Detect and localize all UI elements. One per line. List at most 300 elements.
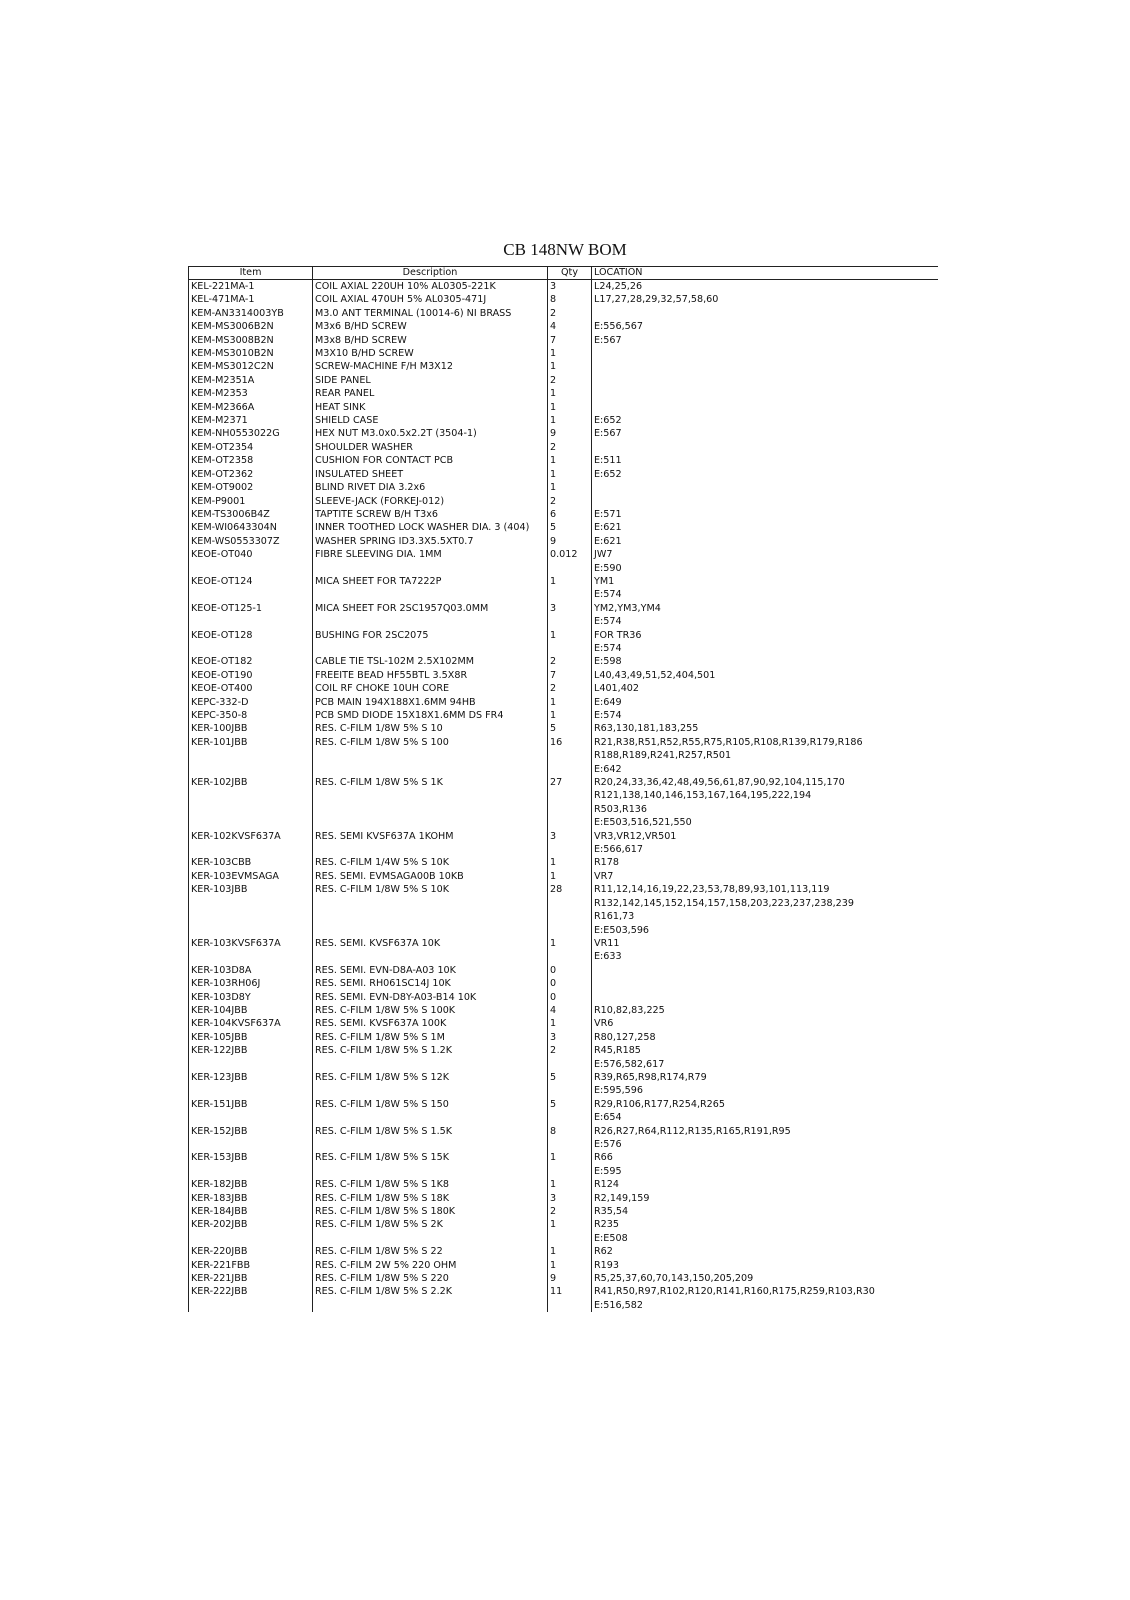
cell-item: KEM-P9001 [189, 495, 313, 508]
location-line: YM2,YM3,YM4 [594, 602, 661, 614]
cell-item: KEM-TS3006B4Z [189, 508, 313, 521]
location-line: R124 [594, 1179, 619, 1191]
table-row [189, 736, 939, 776]
location-line: E:598 [594, 656, 622, 668]
cell-qty: 1 [548, 696, 592, 709]
cell-location [592, 521, 939, 534]
location-line: R11,12,14,16,19,22,23,53,78,89,93,101,113,119 [594, 884, 830, 896]
cell-qty: 3 [548, 280, 592, 294]
cell-description: RES. C-FILM 1/8W 5% S 1K [313, 776, 548, 830]
location-line: R161,73 [594, 911, 635, 923]
table-row [189, 427, 939, 440]
cell-item: KER-103D8Y [189, 991, 313, 1004]
location-line: E:576,582,617 [594, 1058, 665, 1070]
table-row [189, 1125, 939, 1152]
table-row [189, 1031, 939, 1044]
document-title: CB 148NW BOM [503, 240, 627, 259]
table-row [189, 655, 939, 668]
table-row [189, 575, 939, 602]
cell-description: SLEEVE-JACK (FORKEJ-012) [313, 495, 548, 508]
cell-location [592, 441, 939, 454]
cell-description: RES. C-FILM 1/8W 5% S 10K [313, 883, 548, 937]
cell-description: HEAT SINK [313, 401, 548, 414]
location-line: R10,82,83,225 [594, 1004, 665, 1016]
table-row [189, 454, 939, 467]
cell-item: KEM-MS3006B2N [189, 320, 313, 333]
location-line: E:516,582 [594, 1299, 643, 1311]
cell-description: RES. C-FILM 1/8W 5% S 22 [313, 1245, 548, 1258]
cell-location [592, 669, 939, 682]
cell-description: FIBRE SLEEVING DIA. 1MM [313, 548, 548, 575]
location-line: VR7 [594, 870, 614, 882]
cell-item: KER-101JBB [189, 736, 313, 776]
cell-item: KEOE-OT125-1 [189, 602, 313, 629]
location-line: R188,R189,R241,R257,R501 [594, 750, 732, 762]
cell-description: M3x8 B/HD SCREW [313, 334, 548, 347]
location-line: R63,130,181,183,255 [594, 723, 699, 735]
cell-description: TAPTITE SCREW B/H T3x6 [313, 508, 548, 521]
location-line: R45,R185 [594, 1045, 641, 1057]
table-row [189, 1218, 939, 1245]
cell-qty: 1 [548, 575, 592, 602]
cell-description: RES. SEMI KVSF637A 1KOHM [313, 830, 548, 857]
cell-item: KER-184JBB [189, 1205, 313, 1218]
cell-description: RES. SEMI. KVSF637A 10K [313, 937, 548, 964]
cell-qty: 2 [548, 441, 592, 454]
cell-location [592, 1151, 939, 1178]
cell-location [592, 856, 939, 869]
cell-item: KEOE-OT128 [189, 629, 313, 656]
location-line: E:654 [594, 1112, 622, 1124]
cell-qty: 2 [548, 1205, 592, 1218]
cell-item: KER-105JBB [189, 1031, 313, 1044]
table-row [189, 401, 939, 414]
cell-qty: 5 [548, 1098, 592, 1125]
location-line: R121,138,140,146,153,167,164,195,222,194 [594, 790, 812, 802]
cell-location [592, 776, 939, 830]
location-line: E:590 [594, 562, 622, 574]
location-line: E:567 [594, 428, 622, 440]
location-line: E:574 [594, 589, 622, 601]
cell-item: KEM-NH0553022G [189, 427, 313, 440]
cell-qty: 2 [548, 682, 592, 695]
cell-qty: 3 [548, 1031, 592, 1044]
table-row [189, 1259, 939, 1272]
cell-qty: 4 [548, 320, 592, 333]
cell-description: RES. C-FILM 1/8W 5% S 1M [313, 1031, 548, 1044]
cell-description: SIDE PANEL [313, 374, 548, 387]
cell-description: PCB SMD DIODE 15X18X1.6MM DS FR4 [313, 709, 548, 722]
bom-table [188, 266, 938, 1312]
cell-location [592, 280, 939, 294]
cell-location [592, 977, 939, 990]
cell-qty: 0.012 [548, 548, 592, 575]
location-line: E:574 [594, 616, 622, 628]
cell-description: RES. C-FILM 2W 5% 220 OHM [313, 1259, 548, 1272]
cell-qty: 8 [548, 1125, 592, 1152]
location-line: VR3,VR12,VR501 [594, 830, 677, 842]
table-row [189, 387, 939, 400]
cell-qty: 1 [548, 1245, 592, 1258]
cell-item: KER-102JBB [189, 776, 313, 830]
cell-location [592, 1044, 939, 1071]
table-row [189, 320, 939, 333]
location-line: L17,27,28,29,32,57,58,60 [594, 294, 719, 306]
cell-description: CUSHION FOR CONTACT PCB [313, 454, 548, 467]
cell-description: COIL RF CHOKE 10UH CORE [313, 682, 548, 695]
cell-qty: 1 [548, 1151, 592, 1178]
table-row [189, 293, 939, 306]
cell-item: KER-221FBB [189, 1259, 313, 1272]
location-line: R178 [594, 857, 619, 869]
table-row [189, 1178, 939, 1191]
cell-item: KER-102KVSF637A [189, 830, 313, 857]
table-row [189, 602, 939, 629]
table-row [189, 977, 939, 990]
cell-qty: 7 [548, 669, 592, 682]
cell-description: BUSHING FOR 2SC2075 [313, 629, 548, 656]
table-row [189, 709, 939, 722]
location-line: FOR TR36 [594, 629, 642, 641]
location-line: R2,149,159 [594, 1192, 650, 1204]
cell-description: RES. SEMI. RH061SC14J 10K [313, 977, 548, 990]
cell-item: KEM-AN3314003YB [189, 307, 313, 320]
location-line: E:621 [594, 522, 622, 534]
cell-item: KEM-OT2362 [189, 468, 313, 481]
cell-item: KER-100JBB [189, 722, 313, 735]
cell-item: KER-151JBB [189, 1098, 313, 1125]
location-line: R41,R50,R97,R102,R120,R141,R160,R175,R259,R103,R30 [594, 1286, 875, 1298]
cell-description: INSULATED SHEET [313, 468, 548, 481]
cell-qty: 1 [548, 454, 592, 467]
cell-qty: 5 [548, 722, 592, 735]
location-line: R62 [594, 1246, 613, 1258]
cell-location [592, 1245, 939, 1258]
cell-qty: 1 [548, 481, 592, 494]
header-item: Item [189, 267, 313, 280]
location-line: VR11 [594, 937, 620, 949]
cell-item: KER-182JBB [189, 1178, 313, 1191]
table-row [189, 495, 939, 508]
cell-qty: 1 [548, 414, 592, 427]
cell-item: KER-103KVSF637A [189, 937, 313, 964]
location-line: E:642 [594, 763, 622, 775]
table-row [189, 1004, 939, 1017]
table-row [189, 870, 939, 883]
cell-location [592, 320, 939, 333]
cell-location [592, 736, 939, 776]
cell-item: KER-122JBB [189, 1044, 313, 1071]
table-row [189, 521, 939, 534]
table-row [189, 1205, 939, 1218]
cell-qty: 27 [548, 776, 592, 830]
table-row [189, 334, 939, 347]
cell-description: RES. C-FILM 1/8W 5% S 100K [313, 1004, 548, 1017]
cell-qty: 7 [548, 334, 592, 347]
cell-location [592, 387, 939, 400]
cell-item: KEM-M2366A [189, 401, 313, 414]
cell-description: WASHER SPRING ID3.3X5.5XT0.7 [313, 535, 548, 548]
cell-qty: 1 [548, 347, 592, 360]
cell-item: KEM-OT2358 [189, 454, 313, 467]
cell-location [592, 481, 939, 494]
table-row [189, 307, 939, 320]
location-line: R35,54 [594, 1206, 629, 1218]
header-description: Description [313, 267, 548, 280]
table-row [189, 722, 939, 735]
cell-location [592, 535, 939, 548]
cell-item: KEM-M2353 [189, 387, 313, 400]
cell-item: KEM-MS3012C2N [189, 360, 313, 373]
cell-location [592, 1272, 939, 1285]
cell-location [592, 883, 939, 937]
table-row [189, 468, 939, 481]
cell-item: KER-202JBB [189, 1218, 313, 1245]
location-line: E:566,617 [594, 844, 643, 856]
location-line: R80,127,258 [594, 1031, 656, 1043]
cell-qty: 0 [548, 991, 592, 1004]
cell-location [592, 991, 939, 1004]
cell-item: KER-103RH06J [189, 977, 313, 990]
cell-description: RES. C-FILM 1/8W 5% S 1.2K [313, 1044, 548, 1071]
location-line: VR6 [594, 1018, 614, 1030]
cell-item: KER-103EVMSAGA [189, 870, 313, 883]
cell-item: KEPC-350-8 [189, 709, 313, 722]
table-row [189, 964, 939, 977]
table-row [189, 414, 939, 427]
cell-description: RES. C-FILM 1/8W 5% S 180K [313, 1205, 548, 1218]
table-row [189, 669, 939, 682]
location-line: R132,142,145,152,154,157,158,203,223,237,238,239 [594, 897, 854, 909]
cell-qty: 0 [548, 964, 592, 977]
cell-qty: 5 [548, 1071, 592, 1098]
cell-qty: 1 [548, 468, 592, 481]
cell-location [592, 722, 939, 735]
cell-qty: 9 [548, 427, 592, 440]
cell-location [592, 696, 939, 709]
cell-description: RES. SEMI. EVN-D8Y-A03-B14 10K [313, 991, 548, 1004]
cell-item: KEM-M2371 [189, 414, 313, 427]
cell-description: SHIELD CASE [313, 414, 548, 427]
cell-location [592, 655, 939, 668]
cell-item: KEL-221MA-1 [189, 280, 313, 294]
table-row [189, 1192, 939, 1205]
table-row [189, 481, 939, 494]
table-row [189, 1044, 939, 1071]
cell-location [592, 709, 939, 722]
cell-item: KER-183JBB [189, 1192, 313, 1205]
location-line: E:576 [594, 1139, 622, 1150]
cell-location [592, 602, 939, 629]
cell-location [592, 427, 939, 440]
cell-description: SHOULDER WASHER [313, 441, 548, 454]
cell-item: KER-221JBB [189, 1272, 313, 1285]
location-line: E:E503,596 [594, 924, 650, 936]
location-line: YM1 [594, 575, 615, 587]
cell-location [592, 1285, 939, 1312]
cell-description: COIL AXIAL 220UH 10% AL0305-221K [313, 280, 548, 294]
cell-qty: 8 [548, 293, 592, 306]
cell-qty: 3 [548, 830, 592, 857]
location-line: E:E503,516,521,550 [594, 817, 692, 829]
cell-qty: 1 [548, 709, 592, 722]
table-row [189, 991, 939, 1004]
cell-qty: 9 [548, 1272, 592, 1285]
table-row [189, 696, 939, 709]
location-line: E:652 [594, 415, 622, 427]
cell-description: RES. C-FILM 1/8W 5% S 15K [313, 1151, 548, 1178]
table-row [189, 883, 939, 937]
cell-qty: 1 [548, 856, 592, 869]
cell-location [592, 682, 939, 695]
cell-location [592, 870, 939, 883]
cell-location [592, 508, 939, 521]
table-row [189, 1098, 939, 1125]
cell-location [592, 629, 939, 656]
location-line: E:556,567 [594, 321, 643, 333]
cell-description: RES. C-FILM 1/8W 5% S 10 [313, 722, 548, 735]
cell-qty: 9 [548, 535, 592, 548]
location-line: R29,R106,R177,R254,R265 [594, 1098, 725, 1110]
cell-description: RES. C-FILM 1/8W 5% S 2.2K [313, 1285, 548, 1312]
cell-qty: 2 [548, 374, 592, 387]
cell-item: KEOE-OT400 [189, 682, 313, 695]
table-row [189, 682, 939, 695]
location-line: E:511 [594, 455, 622, 467]
location-line: R39,R65,R98,R174,R79 [594, 1071, 707, 1083]
location-line: E:621 [594, 535, 622, 547]
cell-description: COIL AXIAL 470UH 5% AL0305-471J [313, 293, 548, 306]
location-line: R20,24,33,36,42,48,49,56,61,87,90,92,104,115,170 [594, 777, 845, 789]
table-row [189, 548, 939, 575]
table-row [189, 1245, 939, 1258]
cell-item: KER-153JBB [189, 1151, 313, 1178]
cell-description: RES. C-FILM 1/8W 5% S 18K [313, 1192, 548, 1205]
cell-location [592, 374, 939, 387]
location-line: JW7 [594, 549, 613, 561]
cell-description: RES. C-FILM 1/8W 5% S 100 [313, 736, 548, 776]
table-row [189, 776, 939, 830]
cell-location [592, 937, 939, 964]
cell-item: KER-103JBB [189, 883, 313, 937]
cell-qty: 5 [548, 521, 592, 534]
table-row [189, 360, 939, 373]
location-line: E:567 [594, 334, 622, 346]
cell-description: RES. C-FILM 1/8W 5% S 1K8 [313, 1178, 548, 1191]
cell-description: RES. C-FILM 1/8W 5% S 2K [313, 1218, 548, 1245]
cell-description: SCREW-MACHINE F/H M3X12 [313, 360, 548, 373]
table-row [189, 629, 939, 656]
cell-location [592, 1259, 939, 1272]
cell-location [592, 307, 939, 320]
header-location: LOCATION [592, 267, 939, 280]
cell-description: HEX NUT M3.0x0.5x2.2T (3504-1) [313, 427, 548, 440]
location-line: L40,43,49,51,52,404,501 [594, 669, 716, 681]
cell-location [592, 1031, 939, 1044]
cell-qty: 1 [548, 629, 592, 656]
cell-description: RES. SEMI. EVN-D8A-A03 10K [313, 964, 548, 977]
cell-item: KER-152JBB [189, 1125, 313, 1152]
cell-description: RES. C-FILM 1/8W 5% S 220 [313, 1272, 548, 1285]
cell-qty: 1 [548, 1218, 592, 1245]
cell-item: KEM-OT9002 [189, 481, 313, 494]
cell-description: RES. SEMI. EVMSAGA00B 10KB [313, 870, 548, 883]
cell-description: M3X10 B/HD SCREW [313, 347, 548, 360]
cell-qty: 3 [548, 1192, 592, 1205]
location-line: E:649 [594, 696, 622, 708]
cell-description: RES. C-FILM 1/8W 5% S 150 [313, 1098, 548, 1125]
cell-qty: 1 [548, 1178, 592, 1191]
location-line: R66 [594, 1152, 613, 1164]
cell-location [592, 414, 939, 427]
cell-description: BLIND RIVET DIA 3.2x6 [313, 481, 548, 494]
cell-location [592, 1192, 939, 1205]
cell-qty: 2 [548, 307, 592, 320]
cell-qty: 1 [548, 387, 592, 400]
cell-location [592, 347, 939, 360]
cell-qty: 1 [548, 1017, 592, 1030]
table-row [189, 856, 939, 869]
cell-item: KEOE-OT190 [189, 669, 313, 682]
cell-item: KER-103CBB [189, 856, 313, 869]
cell-location [592, 334, 939, 347]
table-row [189, 508, 939, 521]
cell-item: KEM-MS3010B2N [189, 347, 313, 360]
cell-description: M3.0 ANT TERMINAL (10014-6) NI BRASS [313, 307, 548, 320]
location-line: L401,402 [594, 683, 640, 695]
table-row [189, 830, 939, 857]
table-row [189, 1071, 939, 1098]
cell-qty: 4 [548, 1004, 592, 1017]
location-line: E:574 [594, 710, 622, 721]
cell-qty: 1 [548, 360, 592, 373]
cell-item: KEM-WS0553307Z [189, 535, 313, 548]
location-line: R26,R27,R64,R112,R135,R165,R191,R95 [594, 1125, 791, 1137]
table-row [189, 535, 939, 548]
header-qty: Qty [548, 267, 592, 280]
location-line: E:595,596 [594, 1085, 643, 1097]
cell-qty: 2 [548, 655, 592, 668]
cell-description: M3x6 B/HD SCREW [313, 320, 548, 333]
table-row [189, 1017, 939, 1030]
cell-description: CABLE TIE TSL-102M 2.5X102MM [313, 655, 548, 668]
cell-location [592, 964, 939, 977]
cell-description: INNER TOOTHED LOCK WASHER DIA. 3 (404) [313, 521, 548, 534]
cell-location [592, 830, 939, 857]
cell-qty: 11 [548, 1285, 592, 1312]
table-row [189, 1272, 939, 1285]
cell-item: KER-222JBB [189, 1285, 313, 1312]
table-row [189, 1151, 939, 1178]
cell-item: KEM-WI0643304N [189, 521, 313, 534]
cell-qty: 16 [548, 736, 592, 776]
cell-item: KEM-OT2354 [189, 441, 313, 454]
location-line: E:633 [594, 951, 622, 963]
cell-item: KEOE-OT040 [189, 548, 313, 575]
cell-location [592, 293, 939, 306]
table-row [189, 937, 939, 964]
location-line: E:574 [594, 642, 622, 654]
location-line: R21,R38,R51,R52,R55,R75,R105,R108,R139,R179,R186 [594, 736, 863, 748]
cell-item: KEM-M2351A [189, 374, 313, 387]
table-row [189, 374, 939, 387]
table-row [189, 347, 939, 360]
location-line: E:571 [594, 508, 622, 520]
cell-location [592, 1071, 939, 1098]
location-line: R503,R136 [594, 803, 648, 815]
cell-qty: 1 [548, 401, 592, 414]
cell-item: KEM-MS3008B2N [189, 334, 313, 347]
